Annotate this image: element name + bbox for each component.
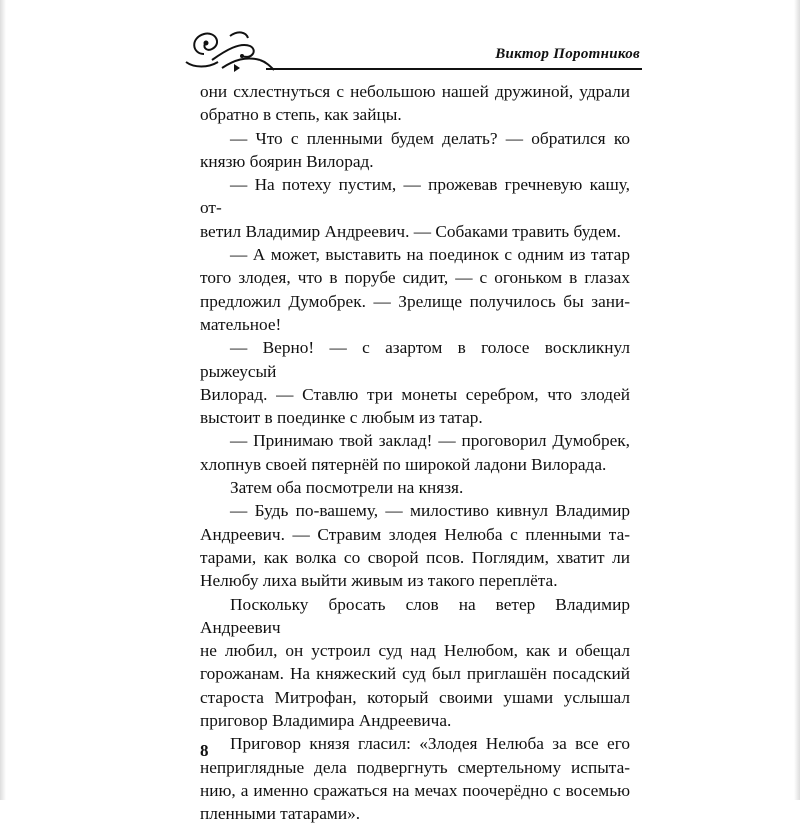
text-line: предложил Думобрек. — Зрелище получилось бы зани- (200, 291, 630, 311)
paragraph (200, 336, 630, 429)
text-line: мательное! (200, 314, 282, 334)
text-line: — А может, выставить на поединок с одним из татар (230, 245, 630, 265)
text-line: хлопнув своей пятернёй по широкой ладони Вилорада. (200, 454, 607, 474)
running-header (182, 20, 642, 82)
body-text (200, 80, 630, 826)
text-line: неприглядные дела подвергнуть смертельному испыта- (200, 757, 630, 777)
text-line: Поскольку бросать слов на ветер Владимир Андреевич (200, 594, 630, 637)
text-line: нию, а именно сражаться на мечах поочерёдно с восемью (200, 780, 630, 800)
text-line: староста Митрофан, который своими ушами услышал (200, 687, 630, 707)
text-line: не любил, он устроил суд над Нелюбом, как и обещал (200, 641, 630, 661)
left-edge-shadow (0, 0, 6, 800)
paragraph (200, 80, 630, 127)
text-line: того злодея, что в порубе сидит, — с огоньком в глазах (200, 268, 630, 288)
paragraph (200, 499, 630, 592)
text-line: приговор Владимира Андреевича. (200, 711, 452, 731)
text-line: ветил Владимир Андреевич. — Собаками травить будем. (200, 221, 621, 241)
paragraph (200, 476, 630, 499)
header-rule (266, 68, 642, 70)
text-line: Затем оба посмотрели на князя. (230, 478, 464, 498)
text-line: — Что с пленными будем делать? — обратился ко (230, 128, 630, 148)
text-line: тарами, как волка со сворой псов. Поглядим, хватит ли (200, 547, 630, 567)
text-line: Андреевич. — Стравим злодея Нелюба с пленными та- (200, 524, 630, 544)
right-edge-shadow (794, 0, 800, 800)
paragraph (200, 127, 630, 174)
text-line: Вилорад. — Ставлю три монеты серебром, что злодей (200, 384, 630, 404)
page-number: 8 (200, 741, 209, 760)
text-line: выстоит в поединке с любым из татар. (200, 408, 483, 428)
text-line: они схлестнуться с небольшою нашей дружиной, удрали (200, 82, 630, 101)
scroll-ornament-icon (182, 24, 278, 76)
author-name: Виктор Поротников (495, 46, 640, 62)
paragraph (200, 429, 630, 476)
paragraph (200, 243, 630, 336)
paragraph (200, 173, 630, 243)
text-line: горожанам. На княжеский суд был приглашён посадский (200, 664, 630, 684)
paragraph (200, 593, 630, 733)
text-line: Приговор князя гласил: «Злодея Нелюба за все его (230, 734, 630, 754)
text-line: князю боярин Вилорад. (200, 151, 374, 171)
text-line: — На потеху пустим, — прожевав гречневую кашу, от- (200, 175, 630, 218)
text-line: — Будь по-вашему, — милостиво кивнул Владимир (230, 501, 630, 521)
text-line: пленными татарами». (200, 804, 361, 824)
text-line: обратно в степь, как зайцы. (200, 105, 402, 125)
text-line: — Принимаю твой заклад! — проговорил Думобрек, (230, 431, 630, 451)
text-line: — Верно! — с азартом в голосе воскликнул рыжеусый (200, 338, 630, 381)
paragraph (200, 732, 630, 825)
text-line: Нелюбу лиха выйти живым из такого переплёта. (200, 571, 558, 591)
